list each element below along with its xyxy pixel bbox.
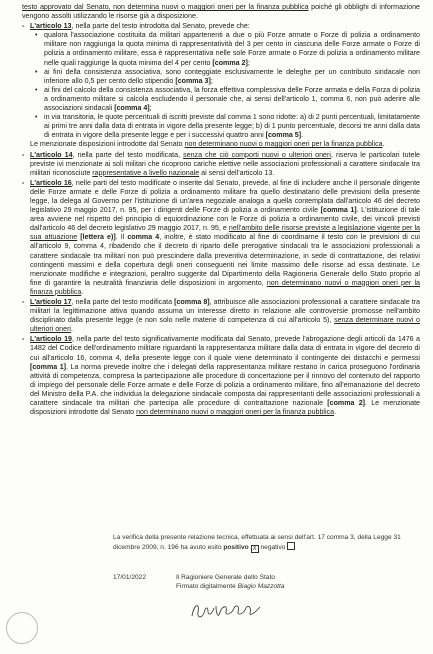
official-stamp-icon [6,612,38,644]
bullet-item: • ai fini della consistenza associativa, sono conteggiate esclusivamente le deleghe per un contributo sindacale non inferiore allo 0,5 per cento dello stipendio [comma 3]; [44,68,420,86]
signature-date: 17/01/2022 [113,574,147,581]
article-14-text: L'articolo 14, nella parte del testo modificata, senza che ciò comporti nuovi o ulteriori oneri, riserva le particolari tutele previste ivi menzionate ai soli militari che ricoprono cariche elettive nelle associazioni professionali a carattere sindacale tra militari riconosciute rappresentative a livello nazionale ai sensi dell'articolo 13. [30,150,420,177]
ragioniere-title: Il Ragioniere Generale dello Stato [176,574,275,581]
signature-block [113,573,416,591]
positivo-checkbox: X [252,546,257,552]
bullet-item: • qualora l'associazione costituita da militari appartenenti a due o più Forze armate o Forze di polizia a ordinamento militare non raggiunga la quota minima di rappresentatività del 3 per cento in ciascuna delle Forze armate o Forze di polizia a ordinamento militare, essa è rappresentativa nelle sole Forze armate o Forze di polizia a ordinamento militare nelle quali raggiunge la quota minima del 4 per cento [comma 2]; [44,31,420,67]
article-dash: - [22,22,25,31]
signer-name: Biagio Mazzotta [237,583,285,590]
article-17-heading: L'articolo 17 [30,298,72,306]
article-17 [22,298,420,334]
article-14-heading: L'articolo 14 [30,150,73,159]
article-14 [22,151,420,178]
intro-text: poiché gli obblighi di informazione vengono assolti utilizzando le risorse già a disposizione. [22,3,420,21]
article-13-lead [30,22,420,31]
article-13-lead-text: , nella parte del testo introdotta dal Senato, prevede che: [71,22,250,31]
article-16-text: L'articolo 16, nelle parti del testo modificate o inserite dal Senato, prevede, al fine di includere anche il personale dirigente delle Forze armate e delle Forze di polizia a ordinamento militare fra quello destinatario delle previsioni della presente legge, la delega al Governo per l'istituzione di un'area negoziale analoga a quella contemplata dall'articolo 46 del decreto legislativo 29 maggio 2017, n. 95, per i dirigenti delle Forze di polizia a ordinamento civile [comma 1]. L'istituzione di tale area avviene nel rispetto del principio di equiordinazione con le Forze di polizia a ordinamento civile, dei vincoli previsti dall'articolo 46 del decreto legislativo 29 maggio 2017, n. 95, e nell'ambito delle risorse previste a legislazione vigente per la sua attuazione [lettera e)]. Il comma 4, inoltre, è stato modificato al fine di coordinarne il testo con le previsioni di cui all'articolo 9, comma 4, ribadendo che il decreto di riparto delle prerogative sindacali tra le associazioni professionali a carattere sindacale tra militari non può prescindere dalla preventiva determinazione, in sede di contrattazione, dei relativi contingenti massimi e della copertura degli oneri conseguenti nei limite massimo delle risorse ad essa destinate. Le menzionate modifiche e integrazioni, peraltro suggerite dal Dipartimento della Ragioneria Generale dello Stato proprio al fine di garantire la neutralità finanziaria delle disposizioni in argomento, non determinano nuovi o maggiori oneri per la finanza pubblica. [30,178,420,296]
verification-footer [113,533,418,553]
article-13-bullets [30,31,420,140]
bullet-item: • in via transitoria, le quote percentuali di iscritti previste dal comma 1 sono ridotte: a) di 2 punti percentuali, limitatamente ai primi tre anni dalla data di entrata in vigore della presente legge; b) di 1 punto percentuale, decorsi tre anni dalla data di entrata in vigore della presente legge e per i successivi quattro anni [comma 5]. [44,113,420,140]
article-17-text: L'articolo 17, nella parte del testo modificata [comma 8], attribuisce alle associazioni professionali a carattere sindacale tra militari la legittimazione attiva quando assuma un interesse diretto in relazione alle controversie promosse nell'ambito disciplinato dalla presente legge (e non solo nelle materie di competenza di cui all'articolo 5), senza determinare nuovi o ulteriori oneri. [30,298,420,334]
article-16-heading: L'articolo 16 [30,178,72,187]
bullet-item: • ai fini del calcolo della consistenza associativa, la forza effettiva complessiva delle Forze armata e della Forza di polizia a ordinamento militare si calcola escludendo il personale che, ai sensi dell'articolo 1, comma 6, non può aderire alle associazioni sindacali [comma 4]; [44,86,420,113]
verification-text: La verifica della presente relazione tecnica, effettuata ai sensi dell'art. 17 comma 3, della Legge 31 dicembre 2009, n. 196 ha avuto esito positivo X negativo [113,534,401,552]
intro-underlined: testo approvato dal Senato, non determina nuovi o maggiori oneri per la finanza pubblica [22,3,309,11]
article-19-heading: L'articolo 19 [30,335,72,344]
article-16 [22,179,420,297]
article-dash: - [22,335,25,344]
positivo-label: positivo [223,544,249,551]
article-dash: - [22,150,25,159]
document-page [22,3,420,418]
article-13-closing: Le menzionate disposizioni introdotte dal Senato non determinano nuovi o maggiori oneri per la finanza pubblica. [30,140,385,149]
negativo-label: negativo [260,544,286,551]
article-dash: - [22,298,25,306]
article-13-heading: L'articolo 13 [30,22,72,31]
article-dash: - [22,178,25,187]
handwritten-signature-icon [188,598,268,624]
article-19-text: L'articolo 19, nella parte del testo significativamente modificata dal Senato, prevede l'abrogazione degli articoli da 1476 a 1482 del Codice dell'ordinamento militare riguardanti la rappresentanza militare dalla data di entrata in vigore del decreto di cui all'articolo 16, comma 4, della presente legge con il quale viene determinato il contingente dei distacchi e permessi [comma 1]. La norma prevede inoltre che i delegati della rappresentanza militare restano in carica proseguono l'ordinaria attività di competenza, compresa la partecipazione alle procedure di concertazione per il rinnovo del contenuto del rapporto di impiego del personale delle Forze armate e delle Forze di polizia a ordinamento militare, fino all'emanazione del decreto del Ministro della P.A. che individua la delegazione sindacale composta dai rappresentanti delle associazioni professionali a carattere sindacale tra militari che partecipa alle procedure di contrattazione nazionale [comma 2]. Le menzionate disposizioni introdotte dal Senato non determinano nuovi o maggiori oneri per la finanza pubblica. [30,335,420,417]
negativo-checkbox [287,542,295,550]
digital-signature-line: Firmato digitalmente Biagio Mazzotta [176,583,285,590]
article-13 [22,22,420,149]
intro-paragraph [22,3,420,21]
article-19 [22,335,420,417]
